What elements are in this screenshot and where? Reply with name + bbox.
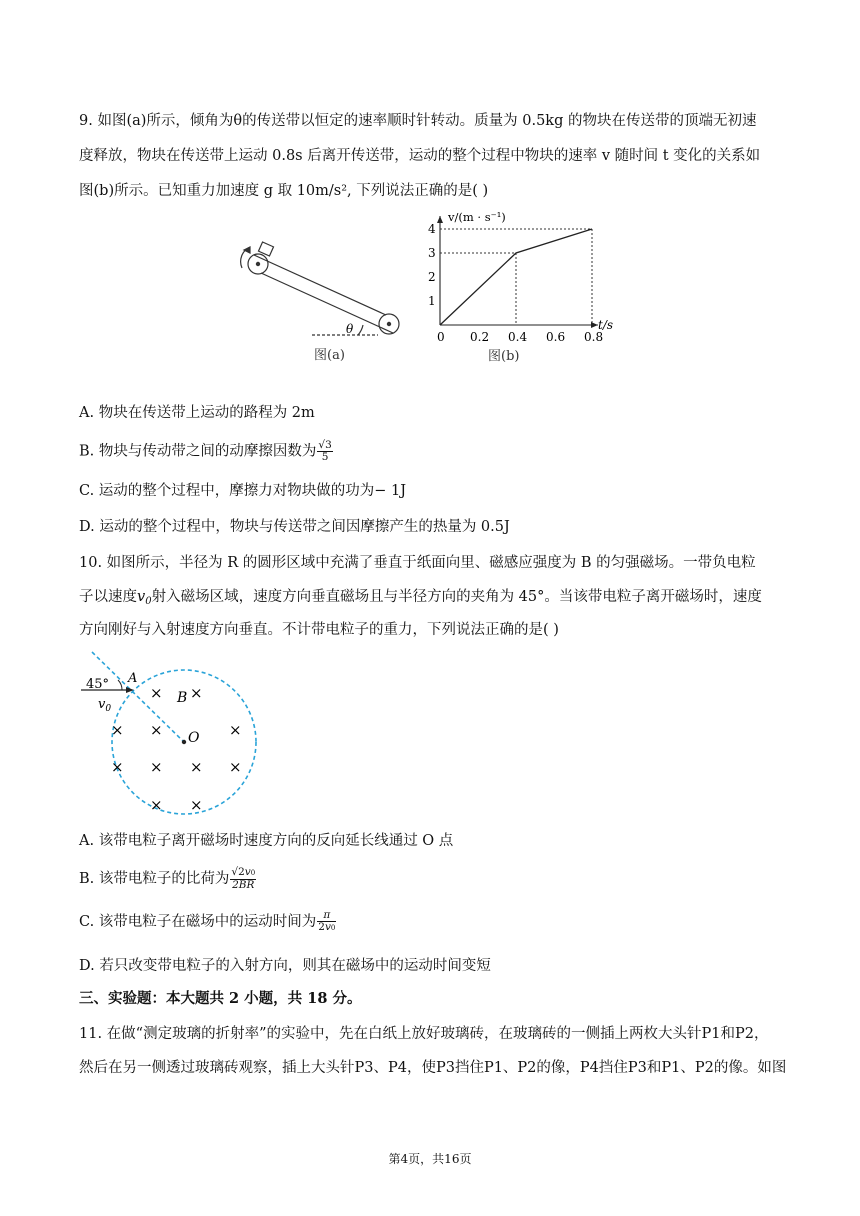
- field-cross: ×: [190, 796, 203, 814]
- field-cross: ×: [229, 721, 242, 739]
- q10-v0-symbol: $v_0$: [137, 589, 152, 607]
- q9-line-3: 图(b)所示。已知重力加速度 g 取 10m/s², 下列说法正确的是( ): [79, 183, 489, 199]
- radius-line: [92, 652, 184, 742]
- q10-option-b: [79, 867, 257, 891]
- v0-label: $v_0$: [98, 697, 112, 714]
- fig-a-caption: 图(a): [314, 348, 345, 363]
- section-3-heading: 三、实验题：本大题共 2 小题，共 18 分。: [79, 990, 362, 1007]
- x-tick-label: 0.8: [584, 330, 604, 344]
- q9-option-b-text: B. 物块与传动带之间的动摩擦因数为: [79, 443, 317, 460]
- q9-option-b: [79, 440, 334, 463]
- field-cross: ×: [229, 758, 242, 776]
- center-o-label: O: [188, 730, 200, 746]
- q9-line-1: 9. 如图(a)所示，倾角为θ的传送带以恒定的速率顺时针转动。质量为 0.5kg 的物块在传送带的顶端无初速: [79, 113, 757, 129]
- fig-a-angle-label: θ: [346, 322, 354, 336]
- q10-option-b-text: B. 该带电粒子的比荷为: [79, 871, 230, 887]
- field-cross: ×: [150, 758, 163, 776]
- x-tick-label: 0.2: [470, 330, 490, 344]
- fig-b-caption: 图(b): [488, 349, 520, 364]
- field-cross: ×: [150, 796, 163, 814]
- figure-b-vt-chart: [418, 208, 628, 368]
- frac-denominator: 2BR: [232, 879, 255, 891]
- point-a-label: A: [128, 671, 138, 686]
- q10-option-c: [79, 910, 337, 934]
- frac-numerator: √2v0: [231, 866, 256, 878]
- y-axis-arrow: [437, 216, 443, 223]
- x-tick-label: 0: [437, 330, 445, 344]
- q11-line-1: 11. 在做“测定玻璃的折射率”的实验中，先在白纸上放好玻璃砖，在玻璃砖的一侧插上两枚大头针P1和P2，: [79, 1026, 769, 1042]
- figure-a-conveyor: [230, 236, 410, 366]
- q10-option-d: D. 若只改变带电粒子的入射方向，则其在磁场中的运动时间变短: [79, 958, 491, 974]
- y-tick-label: 2: [428, 270, 436, 284]
- x-axis-label: t/s: [598, 318, 614, 332]
- q10-line-2-end: 射入磁场区域，速度方向垂直磁场且与半径方向的夹角为 45°。当该带电粒子离开磁场时，速度: [151, 589, 762, 605]
- frac-numerator: √3: [318, 439, 332, 451]
- field-b-label: B: [177, 690, 188, 706]
- center-point: [182, 740, 186, 744]
- q10-option-b-fraction: [230, 867, 256, 891]
- q10-option-c-text: C. 该带电粒子在磁场中的运动时间为: [79, 914, 317, 930]
- field-cross: ×: [150, 684, 163, 702]
- x-tick-label: 0.6: [546, 330, 566, 344]
- field-cross: ×: [111, 758, 124, 776]
- q9-option-b-fraction: [317, 440, 332, 463]
- angle-label: 45°: [86, 677, 110, 692]
- figure-magnetic-field: [78, 650, 268, 820]
- field-cross: ×: [190, 684, 203, 702]
- q9-line-2: 度释放，物块在传送带上运动 0.8s 后离开传送带，运动的整个过程中物块的速率 v 随时间 t 变化的关系如: [79, 148, 761, 164]
- q10-line-1: 10. 如图所示，半径为 R 的圆形区域中充满了垂直于纸面向里、磁感应强度为 B 的匀强磁场。一带负电粒: [79, 555, 756, 571]
- q9-option-a: A. 物块在传送带上运动的路程为 2m: [79, 405, 315, 421]
- field-cross: ×: [190, 758, 203, 776]
- frac-denominator: 2v0: [318, 921, 336, 933]
- frac-denominator: 5: [321, 451, 329, 463]
- frac-numerator: π: [317, 910, 336, 922]
- q9-option-c: C. 运动的整个过程中，摩擦力对物块做的功为− 1J: [79, 483, 407, 499]
- q10-option-a: A. 该带电粒子离开磁场时速度方向的反向延长线通过 O 点: [79, 833, 454, 849]
- field-cross: ×: [111, 721, 124, 739]
- q11-line-2: 然后在另一侧透过玻璃砖观察，插上大头针P3、P4，使P3挡住P1、P2的像，P4挡住P3和P1、P2的像。如图: [79, 1060, 787, 1076]
- y-axis-label: v/(m · s⁻¹): [448, 210, 506, 224]
- q9-option-d: D. 运动的整个过程中，物块与传送带之间因摩擦产生的热量为 0.5J: [79, 519, 510, 535]
- y-tick-label: 3: [428, 246, 436, 260]
- y-tick-label: 1: [428, 294, 436, 308]
- q10-line-3: 方向刚好与入射速度方向垂直。不计带电粒子的重力，下列说法正确的是( ): [79, 622, 559, 638]
- x-tick-label: 0.4: [508, 330, 528, 344]
- page-footer: 第4页，共16页: [388, 1152, 472, 1166]
- q10-line-2-start: 子以速度: [79, 589, 137, 605]
- angle-arc: [118, 680, 122, 690]
- field-cross: ×: [150, 721, 163, 739]
- y-tick-label: 4: [428, 222, 436, 236]
- q10-option-c-fraction: [317, 910, 336, 934]
- q10-line-2: [79, 587, 762, 612]
